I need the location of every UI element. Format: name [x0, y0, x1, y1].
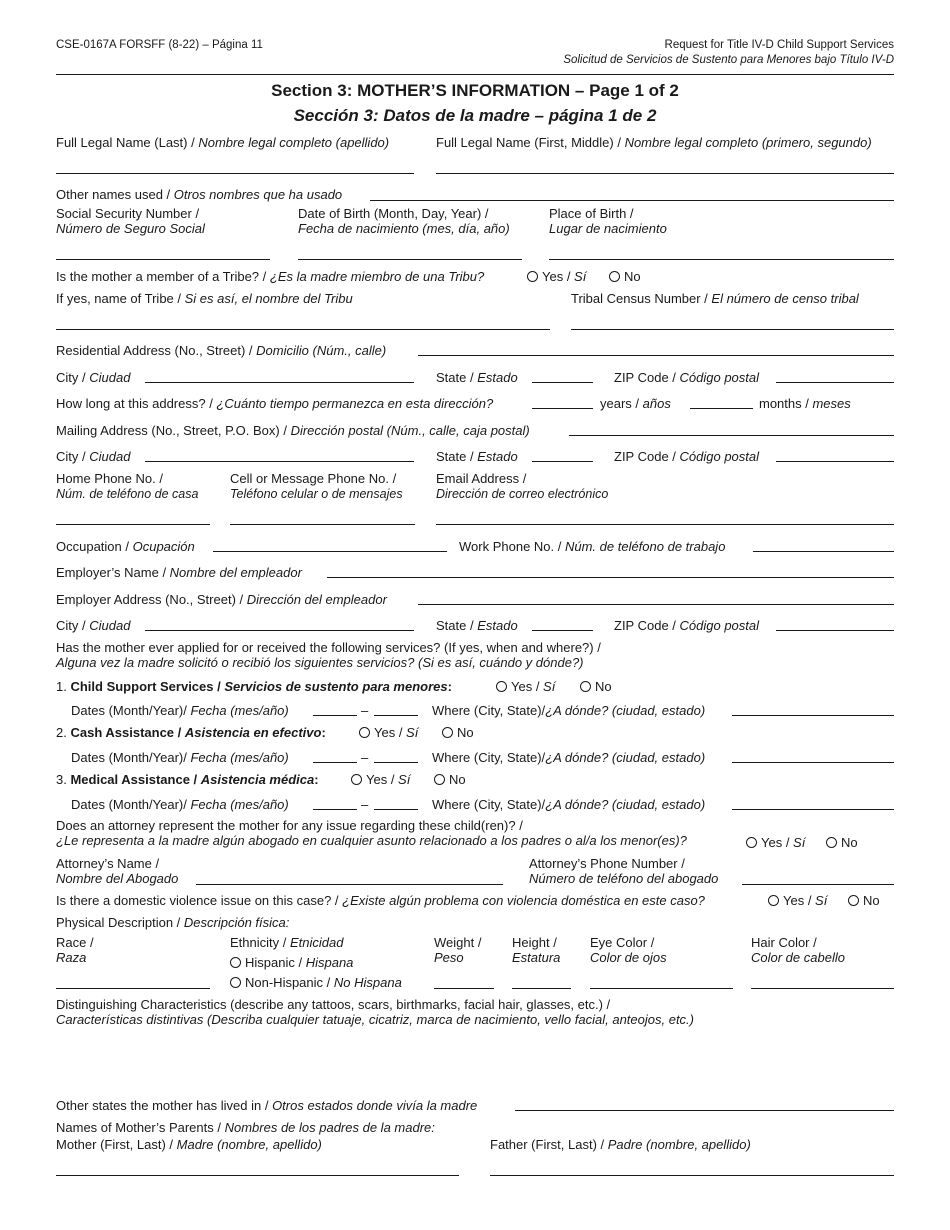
ssn-field[interactable] — [56, 259, 270, 260]
first-name-field[interactable] — [436, 173, 894, 174]
mail-city-label: City / Ciudad — [56, 449, 131, 464]
occupation-field[interactable] — [213, 551, 447, 552]
tribe-name-label: If yes, name of Tribe / Si es así, el nombre del Tribu — [56, 291, 353, 306]
tribe-question: Is the mother a member of a Tribe? / ¿Es la madre miembro de una Tribu? — [56, 269, 485, 284]
service-3-date-from[interactable] — [313, 809, 357, 810]
radio-icon — [580, 681, 591, 692]
dash: – — [361, 703, 369, 718]
res-city-label: City / Ciudad — [56, 370, 131, 385]
service-1-date-to[interactable] — [374, 715, 418, 716]
distinguishing-label: Distinguishing Characteristics (describe any tattoos, scars, birthmarks, facial hair, glasses, etc.) / Características distintivas (Describa cualquier tatuaje, cicatriz, marca de nacimiento, vello facial, anteojos, etc.) — [56, 997, 694, 1027]
months-field[interactable] — [690, 408, 753, 409]
dob-field[interactable] — [298, 259, 522, 260]
years-label: years / años — [600, 396, 671, 411]
res-state-label: State / Estado — [436, 370, 518, 385]
cell-phone-label: Cell or Message Phone No. / Teléfono celular o de mensajes — [230, 471, 403, 501]
dv-yes-option[interactable]: Yes / Sí — [768, 893, 827, 908]
mail-city-field[interactable] — [145, 461, 414, 462]
attorney-no-option[interactable]: No — [826, 835, 858, 850]
radio-icon — [848, 895, 859, 906]
res-city-field[interactable] — [145, 382, 414, 383]
home-phone-field[interactable] — [56, 524, 210, 525]
home-phone-label: Home Phone No. / Núm. de teléfono de casa — [56, 471, 199, 501]
email-label: Email Address / Dirección de correo electrónico — [436, 471, 609, 501]
attorney-name-label: Attorney’s Name / Nombre del Abogado — [56, 856, 179, 886]
ssn-label: Social Security Number / Número de Seguro Social — [56, 206, 205, 236]
header-title-en: Request for Title IV-D Child Support Services — [664, 39, 894, 51]
service-2-no-option[interactable]: No — [442, 725, 474, 740]
other-states-field[interactable] — [515, 1110, 894, 1111]
occupation-label: Occupation / Ocupación — [56, 539, 195, 554]
radio-icon — [768, 895, 779, 906]
attorney-yes-option[interactable]: Yes / Sí — [746, 835, 805, 850]
employer-name-label: Employer’s Name / Nombre del empleador — [56, 565, 302, 580]
mailing-label: Mailing Address (No., Street, P.O. Box) / Dirección postal (Núm., calle, caja postal) — [56, 423, 530, 438]
emp-zip-label: ZIP Code / Código postal — [614, 618, 760, 633]
service-3-where-label: Where (City, State)/¿A dónde? (ciudad, estado) — [432, 797, 706, 812]
emp-state-label: State / Estado — [436, 618, 518, 633]
service-2-where-label: Where (City, State)/¿A dónde? (ciudad, estado) — [432, 750, 706, 765]
nonhispanic-option[interactable]: Non-Hispanic / No Hispana — [230, 975, 402, 990]
res-address-field[interactable] — [418, 355, 894, 356]
service-medical-assistance: 3. Medical Assistance / Asistencia médica: — [56, 772, 319, 787]
attorney-name-field[interactable] — [196, 884, 503, 885]
services-question: Has the mother ever applied for or received the following services? (If yes, when and where?) / Alguna vez la madre solicitó o recibió los siguientes servicios? (Si es así, cuándo y dónde?) — [56, 640, 601, 670]
employer-addr-label: Employer Address (No., Street) / Dirección del empleador — [56, 592, 387, 607]
radio-icon — [230, 957, 241, 968]
service-1-no-option[interactable]: No — [580, 679, 612, 694]
pob-label: Place of Birth / Lugar de nacimiento — [549, 206, 667, 236]
physical-label: Physical Description / Descripción física: — [56, 915, 290, 930]
how-long-label: How long at this address? / ¿Cuánto tiempo permanezca en esta dirección? — [56, 396, 494, 411]
service-3-yes-option[interactable]: Yes / Sí — [351, 772, 410, 787]
service-2-date-from[interactable] — [313, 762, 357, 763]
eye-color-field[interactable] — [590, 988, 733, 989]
mail-zip-field[interactable] — [776, 461, 894, 462]
service-child-support: 1. Child Support Services / Servicios de sustento para menores: — [56, 679, 452, 694]
service-1-dates-label: Dates (Month/Year)/ Fecha (mes/año) — [71, 703, 289, 718]
header-rule — [56, 74, 894, 75]
tribe-no-option[interactable]: No — [609, 269, 641, 284]
other-names-label: Other names used / Otros nombres que ha usado — [56, 187, 343, 202]
father-name-label: Father (First, Last) / Padre (nombre, apellido) — [490, 1137, 751, 1152]
last-name-field[interactable] — [56, 173, 414, 174]
section-title-en: Section 3: MOTHER’S INFORMATION – Page 1 of 2 — [271, 81, 679, 100]
tribal-census-field[interactable] — [571, 329, 894, 330]
service-cash-assistance: 2. Cash Assistance / Asistencia en efectivo: — [56, 725, 326, 740]
mail-zip-label: ZIP Code / Código postal — [614, 449, 760, 464]
service-1-where-field[interactable] — [732, 715, 894, 716]
res-zip-field[interactable] — [776, 382, 894, 383]
email-field[interactable] — [436, 524, 894, 525]
attorney-phone-field[interactable] — [742, 884, 894, 885]
radio-icon — [609, 271, 620, 282]
race-label: Race / Raza — [56, 935, 94, 965]
service-2-yes-option[interactable]: Yes / Sí — [359, 725, 418, 740]
service-2-where-field[interactable] — [732, 762, 894, 763]
radio-icon — [746, 837, 757, 848]
radio-icon — [496, 681, 507, 692]
radio-icon — [230, 977, 241, 988]
cell-phone-field[interactable] — [230, 524, 415, 525]
res-zip-label: ZIP Code / Código postal — [614, 370, 760, 385]
service-1-yes-option[interactable]: Yes / Sí — [496, 679, 555, 694]
other-states-label: Other states the mother has lived in / Otros estados donde vivía la madre — [56, 1098, 478, 1113]
ethnicity-label: Ethnicity / Etnicidad — [230, 935, 344, 950]
res-state-field[interactable] — [532, 382, 593, 383]
radio-icon — [826, 837, 837, 848]
employer-addr-field[interactable] — [418, 604, 894, 605]
hair-color-label: Hair Color / Color de cabello — [751, 935, 845, 965]
pob-field[interactable] — [549, 259, 894, 260]
mother-name-field[interactable] — [56, 1175, 459, 1176]
res-address-label: Residential Address (No., Street) / Domicilio (Núm., calle) — [56, 343, 387, 358]
last-name-label: Full Legal Name (Last) / Nombre legal completo (apellido) — [56, 135, 390, 150]
form-id: CSE-0167A FORSFF (8-22) – Página 11 — [56, 39, 263, 51]
eye-color-label: Eye Color / Color de ojos — [590, 935, 667, 965]
work-phone-label: Work Phone No. / Núm. de teléfono de trabajo — [459, 539, 726, 554]
mail-state-field[interactable] — [532, 461, 593, 462]
tribe-name-field[interactable] — [56, 329, 550, 330]
weight-field[interactable] — [434, 988, 494, 989]
mailing-field[interactable] — [569, 435, 894, 436]
attorney-phone-label: Attorney’s Phone Number / Número de teléfono del abogado — [529, 856, 719, 886]
dv-question: Is there a domestic violence issue on this case? / ¿Existe algún problema con violencia doméstica en este caso? — [56, 893, 705, 908]
radio-icon — [527, 271, 538, 282]
tribal-census-label: Tribal Census Number / El número de censo tribal — [571, 291, 859, 306]
race-field[interactable] — [56, 988, 210, 989]
service-3-date-to[interactable] — [374, 809, 418, 810]
radio-icon — [434, 774, 445, 785]
service-3-dates-label: Dates (Month/Year)/ Fecha (mes/año) — [71, 797, 289, 812]
tribe-yes-option[interactable]: Yes / Sí — [527, 269, 586, 284]
service-1-date-from[interactable] — [313, 715, 357, 716]
dob-label: Date of Birth (Month, Day, Year) / Fecha de nacimiento (mes, día, año) — [298, 206, 510, 236]
first-name-label: Full Legal Name (First, Middle) / Nombre legal completo (primero, segundo) — [436, 135, 872, 150]
dash: – — [361, 797, 369, 812]
distinguishing-field[interactable] — [56, 1030, 894, 1090]
mother-name-label: Mother (First, Last) / Madre (nombre, apellido) — [56, 1137, 322, 1152]
radio-icon — [351, 774, 362, 785]
other-names-field[interactable] — [370, 200, 894, 201]
hispanic-option[interactable]: Hispanic / Hispana — [230, 955, 353, 970]
mail-state-label: State / Estado — [436, 449, 518, 464]
service-3-no-option[interactable]: No — [434, 772, 466, 787]
months-label: months / meses — [759, 396, 851, 411]
emp-zip-field[interactable] — [776, 630, 894, 631]
father-name-field[interactable] — [490, 1175, 894, 1176]
service-1-where-label: Where (City, State)/¿A dónde? (ciudad, estado) — [432, 703, 706, 718]
emp-city-label: City / Ciudad — [56, 618, 131, 633]
height-label: Height / Estatura — [512, 935, 561, 965]
radio-icon — [359, 727, 370, 738]
emp-state-field[interactable] — [532, 630, 593, 631]
emp-city-field[interactable] — [145, 630, 414, 631]
radio-icon — [442, 727, 453, 738]
employer-name-field[interactable] — [327, 577, 894, 578]
parents-label: Names of Mother’s Parents / Nombres de los padres de la madre: — [56, 1120, 435, 1135]
header-title-es: Solicitud de Servicios de Sustento para Menores bajo Título IV-D — [563, 54, 894, 66]
hair-color-field[interactable] — [751, 988, 894, 989]
height-field[interactable] — [512, 988, 571, 989]
attorney-question: Does an attorney represent the mother for any issue regarding these child(ren)? / ¿Le representa a la madre algún abogado en cualquier asunto relacionado a los padres o al/a los menor(es)? — [56, 818, 687, 848]
section-title-es: Sección 3: Datos de la madre – página 1 de 2 — [293, 106, 657, 125]
years-field[interactable] — [532, 408, 593, 409]
work-phone-field[interactable] — [753, 551, 894, 552]
service-2-date-to[interactable] — [374, 762, 418, 763]
dv-no-option[interactable]: No — [848, 893, 880, 908]
dash: – — [361, 750, 369, 765]
service-3-where-field[interactable] — [732, 809, 894, 810]
service-2-dates-label: Dates (Month/Year)/ Fecha (mes/año) — [71, 750, 289, 765]
weight-label: Weight / Peso — [434, 935, 482, 965]
